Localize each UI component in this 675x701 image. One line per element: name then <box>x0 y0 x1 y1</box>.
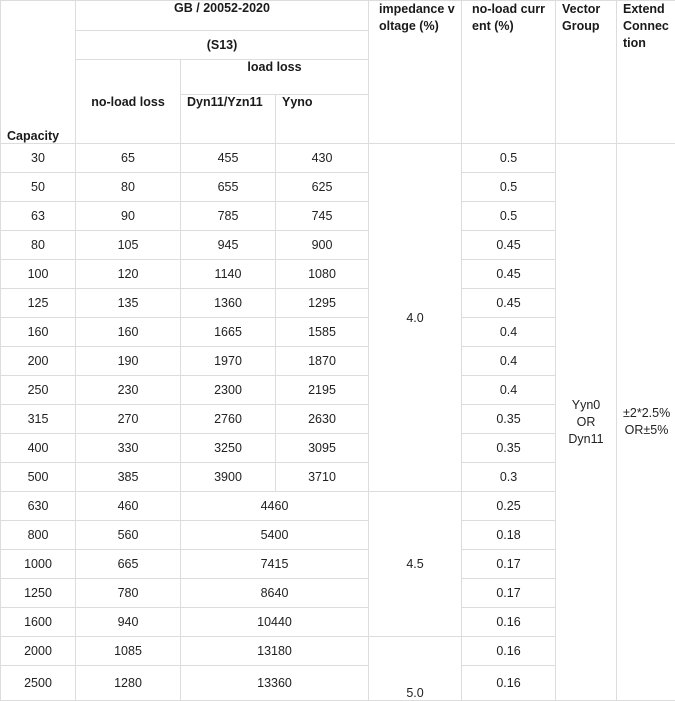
load-loss-cell: 5400 <box>181 521 369 550</box>
no-load-loss-cell: 190 <box>76 347 181 376</box>
yyno-cell: 430 <box>276 144 369 173</box>
capacity-cell: 250 <box>1 376 76 405</box>
capacity-cell: 2000 <box>1 637 76 666</box>
no-load-current-cell: 0.16 <box>462 666 556 701</box>
no-load-loss-cell: 1085 <box>76 637 181 666</box>
no-load-current-cell: 0.5 <box>462 202 556 231</box>
extend-connection-cell: ±2*2.5% OR±5% <box>617 144 675 701</box>
dyn11-cell: 455 <box>181 144 276 173</box>
capacity-cell: 160 <box>1 318 76 347</box>
capacity-cell: 125 <box>1 289 76 318</box>
no-load-loss-header: no-load loss <box>76 60 181 144</box>
load-loss-cell: 8640 <box>181 579 369 608</box>
no-load-current-cell: 0.45 <box>462 260 556 289</box>
no-load-loss-cell: 780 <box>76 579 181 608</box>
table-row <box>1 144 675 173</box>
no-load-loss-cell: 160 <box>76 318 181 347</box>
dyn11-cell: 3250 <box>181 434 276 463</box>
capacity-cell: 800 <box>1 521 76 550</box>
load-loss-header: load loss <box>181 60 369 95</box>
capacity-cell: 630 <box>1 492 76 521</box>
yyno-cell: 625 <box>276 173 369 202</box>
no-load-current-cell: 0.45 <box>462 289 556 318</box>
no-load-current-cell: 0.4 <box>462 376 556 405</box>
no-load-loss-cell: 90 <box>76 202 181 231</box>
no-load-loss-cell: 560 <box>76 521 181 550</box>
no-load-current-cell: 0.17 <box>462 579 556 608</box>
capacity-cell: 63 <box>1 202 76 231</box>
no-load-current-cell: 0.18 <box>462 521 556 550</box>
capacity-cell: 200 <box>1 347 76 376</box>
no-load-current-cell: 0.25 <box>462 492 556 521</box>
impedance-voltage-cell: 4.0 <box>369 144 462 492</box>
yyno-cell: 1585 <box>276 318 369 347</box>
yyno-cell: 745 <box>276 202 369 231</box>
yyno-cell: 2195 <box>276 376 369 405</box>
capacity-cell: 1600 <box>1 608 76 637</box>
yyno-cell: 1295 <box>276 289 369 318</box>
no-load-loss-cell: 105 <box>76 231 181 260</box>
dyn11-cell: 1140 <box>181 260 276 289</box>
no-load-loss-cell: 330 <box>76 434 181 463</box>
no-load-loss-cell: 270 <box>76 405 181 434</box>
dyn11-header: Dyn11/Yzn11 <box>181 95 276 144</box>
load-loss-cell: 13360 <box>181 666 369 701</box>
no-load-current-header: no-load current (%) <box>462 1 556 144</box>
no-load-loss-cell: 665 <box>76 550 181 579</box>
impedance-voltage-cell: 4.5 <box>369 492 462 637</box>
capacity-header: Capacity <box>1 1 76 144</box>
yyno-header: Yyno <box>276 95 369 144</box>
extend-connection-header: Extend Connection <box>617 1 675 144</box>
no-load-loss-cell: 230 <box>76 376 181 405</box>
dyn11-cell: 1970 <box>181 347 276 376</box>
no-load-loss-cell: 135 <box>76 289 181 318</box>
no-load-loss-cell: 120 <box>76 260 181 289</box>
no-load-current-cell: 0.4 <box>462 318 556 347</box>
capacity-cell: 400 <box>1 434 76 463</box>
vector-group-header: Vector Group <box>556 1 617 144</box>
capacity-cell: 80 <box>1 231 76 260</box>
no-load-loss-cell: 65 <box>76 144 181 173</box>
dyn11-cell: 3900 <box>181 463 276 492</box>
load-loss-cell: 13180 <box>181 637 369 666</box>
capacity-cell: 315 <box>1 405 76 434</box>
dyn11-cell: 1665 <box>181 318 276 347</box>
yyno-cell: 900 <box>276 231 369 260</box>
dyn11-cell: 2760 <box>181 405 276 434</box>
no-load-current-cell: 0.16 <box>462 637 556 666</box>
load-loss-cell: 4460 <box>181 492 369 521</box>
impedance-voltage-cell: 5.0 <box>369 637 462 701</box>
yyno-cell: 1080 <box>276 260 369 289</box>
no-load-loss-cell: 385 <box>76 463 181 492</box>
dyn11-cell: 2300 <box>181 376 276 405</box>
dyn11-cell: 945 <box>181 231 276 260</box>
no-load-loss-cell: 80 <box>76 173 181 202</box>
impedance-voltage-header: impedance voltage (%) <box>369 1 462 144</box>
standard-header: GB / 20052-2020 <box>76 1 369 31</box>
yyno-cell: 3095 <box>276 434 369 463</box>
dyn11-cell: 1360 <box>181 289 276 318</box>
capacity-cell: 50 <box>1 173 76 202</box>
yyno-cell: 2630 <box>276 405 369 434</box>
no-load-current-cell: 0.4 <box>462 347 556 376</box>
capacity-cell: 500 <box>1 463 76 492</box>
no-load-current-cell: 0.5 <box>462 144 556 173</box>
dyn11-cell: 785 <box>181 202 276 231</box>
capacity-cell: 1250 <box>1 579 76 608</box>
no-load-current-cell: 0.45 <box>462 231 556 260</box>
no-load-current-cell: 0.35 <box>462 405 556 434</box>
no-load-current-cell: 0.5 <box>462 173 556 202</box>
vector-group-cell: Yyn0 OR Dyn11 <box>556 144 617 701</box>
capacity-cell: 30 <box>1 144 76 173</box>
no-load-current-cell: 0.3 <box>462 463 556 492</box>
no-load-loss-cell: 940 <box>76 608 181 637</box>
load-loss-cell: 10440 <box>181 608 369 637</box>
capacity-cell: 2500 <box>1 666 76 701</box>
load-loss-cell: 7415 <box>181 550 369 579</box>
yyno-cell: 3710 <box>276 463 369 492</box>
capacity-cell: 1000 <box>1 550 76 579</box>
no-load-current-cell: 0.17 <box>462 550 556 579</box>
no-load-loss-cell: 1280 <box>76 666 181 701</box>
no-load-loss-cell: 460 <box>76 492 181 521</box>
dyn11-cell: 655 <box>181 173 276 202</box>
series-header: (S13) <box>76 31 369 60</box>
no-load-current-cell: 0.16 <box>462 608 556 637</box>
no-load-current-cell: 0.35 <box>462 434 556 463</box>
capacity-cell: 100 <box>1 260 76 289</box>
yyno-cell: 1870 <box>276 347 369 376</box>
